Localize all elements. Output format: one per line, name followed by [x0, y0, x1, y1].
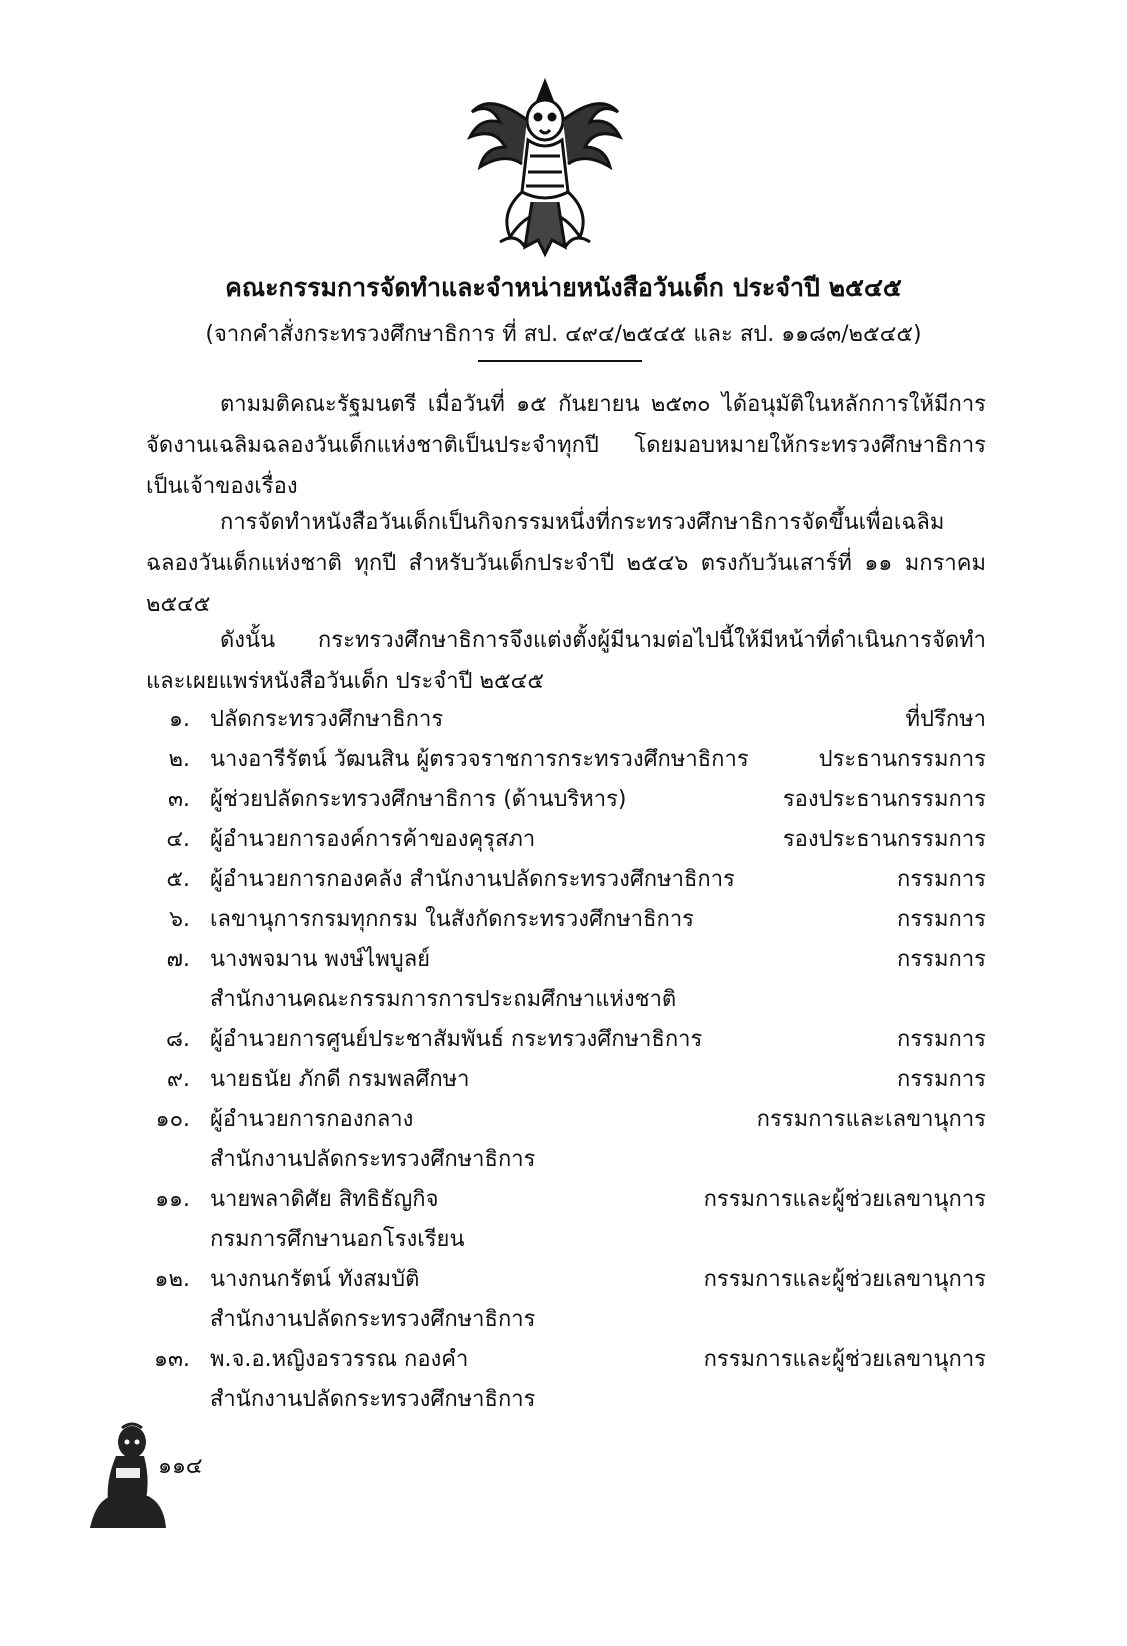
- member-role: กรรมการ: [897, 1027, 986, 1052]
- member-role: กรรมการ: [897, 947, 986, 972]
- list-item: [0, 1180, 1127, 1220]
- page-number: ๑๑๔: [158, 1454, 203, 1479]
- list-item: [0, 900, 1127, 940]
- member-name: เลขานุการกรมทุกกรม ในสังกัดกระทรวงศึกษาธิการ: [210, 907, 694, 932]
- list-item-affiliation: [0, 980, 1127, 1020]
- member-name: พ.จ.อ.หญิงอรวรรณ กองคำ: [210, 1347, 469, 1372]
- member-number: ๖.: [169, 907, 190, 932]
- member-affiliation: กรมการศึกษานอกโรงเรียน: [210, 1227, 465, 1252]
- member-name: ผู้อำนวยการกองคลัง สำนักงานปลัดกระทรวงศึกษาธิการ: [210, 867, 735, 892]
- list-item: [0, 1260, 1127, 1300]
- list-item: [0, 860, 1127, 900]
- member-number: ๗.: [166, 947, 190, 972]
- member-number: ๕.: [166, 867, 190, 892]
- member-role: กรรมการและผู้ช่วยเลขานุการ: [703, 1347, 986, 1372]
- member-number: ๑.: [169, 707, 190, 732]
- list-item-affiliation: [0, 1140, 1127, 1180]
- member-affiliation: สำนักงานปลัดกระทรวงศึกษาธิการ: [210, 1387, 536, 1412]
- list-item: [0, 820, 1127, 860]
- member-affiliation: สำนักงานคณะกรรมการการประถมศึกษาแห่งชาติ: [210, 987, 677, 1012]
- member-role: กรรมการ: [897, 907, 986, 932]
- list-item: [0, 740, 1127, 780]
- child-figure-icon: [86, 1420, 168, 1532]
- member-name: ผู้อำนวยการศูนย์ประชาสัมพันธ์ กระทรวงศึกษาธิการ: [210, 1027, 703, 1052]
- garuda-emblem-icon: [460, 72, 630, 262]
- member-number: ๘.: [166, 1027, 190, 1052]
- member-role: กรรมการ: [897, 1067, 986, 1092]
- member-role: ที่ปรึกษา: [905, 707, 986, 732]
- document-title: คณะกรรมการจัดทำและจำหน่ายหนังสือวันเด็ก ประจำปี ๒๕๔๕: [225, 273, 902, 302]
- member-name: นางกนกรัตน์ ทังสมบัติ: [210, 1267, 420, 1292]
- list-item: [0, 1020, 1127, 1060]
- list-item-affiliation: [0, 1220, 1127, 1260]
- member-name: ผู้อำนวยการกองกลาง: [210, 1107, 414, 1132]
- paragraph-appointment: ดังนั้น กระทรวงศึกษาธิการจึงแต่งตั้งผู้มีนามต่อไปนี้ให้มีหน้าที่ดำเนินการจัดทำและเผยแพร่หนังสือวันเด็ก ประจำปี ๒๕๔๕: [146, 628, 986, 694]
- member-role: กรรมการและผู้ช่วยเลขานุการ: [703, 1267, 986, 1292]
- member-role: กรรมการและผู้ช่วยเลขานุการ: [703, 1187, 986, 1212]
- member-role: รองประธานกรรมการ: [782, 827, 986, 852]
- member-number: ๒.: [168, 747, 190, 772]
- member-role: กรรมการ: [897, 867, 986, 892]
- title-divider: [478, 360, 642, 362]
- paragraph-cabinet-resolution: ตามมติคณะรัฐมนตรี เมื่อวันที่ ๑๕ กันยายน ๒๕๓๐ ได้อนุมัติในหลักการให้มีการจัดงานเฉลิมฉลองวันเด็กแห่งชาติเป็นประจำทุกปี โดยมอบหมายให้กระทรวงศึกษาธิการเป็นเจ้าของเรื่อง: [146, 392, 986, 499]
- member-name: นางพจมาน พงษ์ไพบูลย์: [210, 947, 431, 972]
- member-affiliation: สำนักงานปลัดกระทรวงศึกษาธิการ: [210, 1147, 536, 1172]
- member-name: นายธนัย ภักดี กรมพลศึกษา: [210, 1067, 470, 1092]
- list-item-affiliation: [0, 1380, 1127, 1420]
- member-name: นางอารีรัตน์ วัฒนสิน ผู้ตรวจราชการกระทรวงศึกษาธิการ: [210, 747, 749, 772]
- member-number: ๑๒.: [154, 1267, 190, 1292]
- member-number: ๑๐.: [155, 1107, 190, 1132]
- list-item: [0, 700, 1127, 740]
- member-name: นายพลาดิศัย สิทธิธัญกิจ: [210, 1187, 439, 1212]
- member-number: ๓.: [167, 787, 190, 812]
- member-number: ๙.: [166, 1067, 190, 1092]
- member-number: ๔.: [166, 827, 190, 852]
- member-affiliation: สำนักงานปลัดกระทรวงศึกษาธิการ: [210, 1307, 536, 1332]
- list-item: [0, 780, 1127, 820]
- list-item: [0, 1100, 1127, 1140]
- member-name: ปลัดกระทรวงศึกษาธิการ: [210, 707, 444, 732]
- document-subtitle: (จากคำสั่งกระทรวงศึกษาธิการ ที่ สป. ๔๙๔/๒๕๔๕ และ สป. ๑๑๘๓/๒๕๔๕): [205, 322, 922, 347]
- committee-member-list: [0, 700, 1127, 1420]
- list-item: [0, 940, 1127, 980]
- list-item: [0, 1060, 1127, 1100]
- member-role: กรรมการและเลขานุการ: [756, 1107, 986, 1132]
- member-name: ผู้ช่วยปลัดกระทรวงศึกษาธิการ (ด้านบริหาร): [210, 787, 627, 812]
- paragraph-book-production: การจัดทำหนังสือวันเด็กเป็นกิจกรรมหนึ่งที่กระทรวงศึกษาธิการจัดขึ้นเพื่อเฉลิมฉลองวันเด็กแห่งชาติ ทุกปี สำหรับวันเด็กประจำปี ๒๕๔๖ ตรงกับวันเสาร์ที่ ๑๑ มกราคม ๒๕๔๕: [146, 510, 986, 617]
- member-role: ประธานกรรมการ: [818, 747, 986, 772]
- member-name: ผู้อำนวยการองค์การค้าของคุรุสภา: [210, 827, 536, 852]
- member-number: ๑๓.: [154, 1347, 190, 1372]
- member-role: รองประธานกรรมการ: [782, 787, 986, 812]
- member-number: ๑๑.: [155, 1187, 190, 1212]
- list-item-affiliation: [0, 1300, 1127, 1340]
- list-item: [0, 1340, 1127, 1380]
